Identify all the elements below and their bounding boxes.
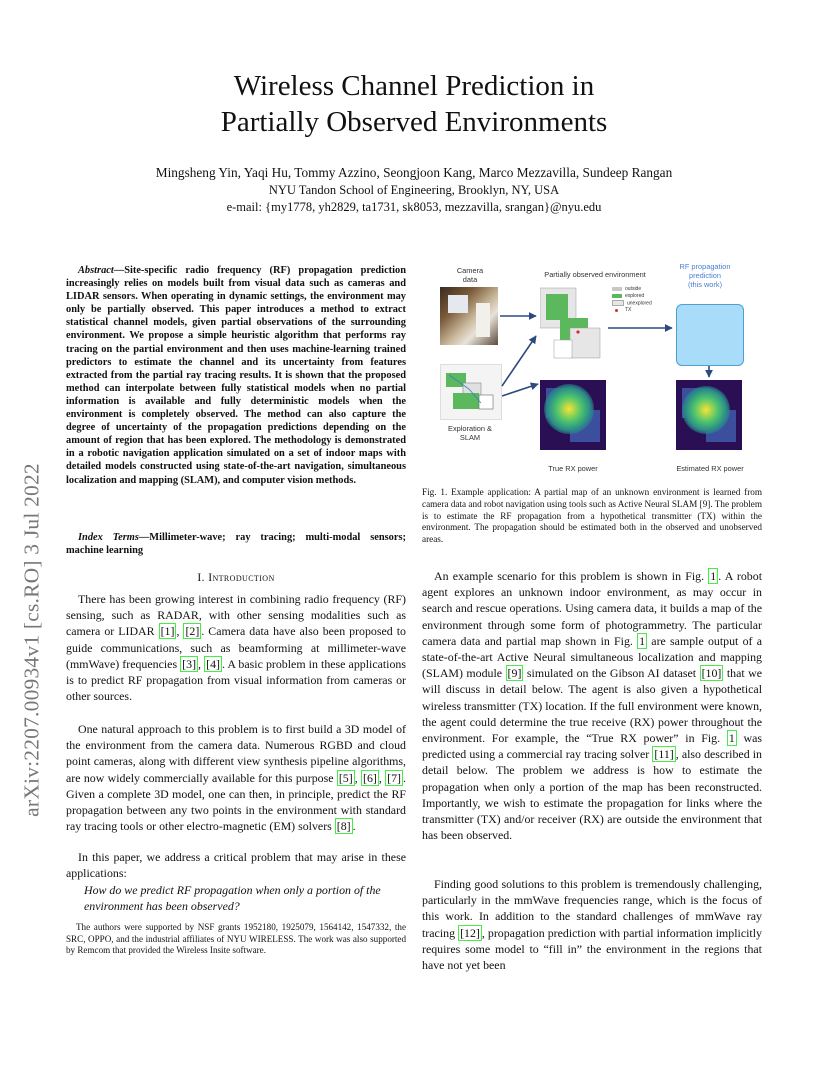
figure-link[interactable]: 1 (710, 569, 717, 583)
arxiv-identifier: arXiv:2207.00934v1 [cs.RO] 3 Jul 2022 (19, 463, 44, 817)
abstract-text: —Site-specific radio frequency (RF) propagation prediction increasingly relies on models built from visual data such as cameras and LIDAR sensors. When operating in dynamic settings, the environment may only be partially observed. This paper introduces a method to extract statistical channel models, given partial observations of the surrounding environment. We propose a simple heuristic algorithm that performs ray tracing on the partial environment and then uses machine-learning trained predictors to estimate the channel and its uncertainty from features extracted from the partial ray tracing results. It is shown that the proposed method can interpolate between fully statistical models when no partial information is available and fully deterministic models when the environment is completely observed. The method can also capture the degree of uncertainty of the propagation predictions depending on the amount of region that has been explored. The methodology is demonstrated in a robotic navigation application simulated on a set of indoor maps with detailed models constructed using state-of-the-art navigation, simultaneous localization and mapping (SLAM), and computer vision methods. (66, 265, 406, 486)
text-run: , also described in detail below. The problem we address is how to estimate the propagation when only a portion of the map has been reconstructed. Importantly, we wish to estimate the propagation for links where the transmitter (TX) and/or receiver (RX) are outside the environment that has been observed. (422, 747, 762, 843)
figure-1 (422, 256, 762, 478)
citation-link[interactable]: [12] (460, 925, 480, 940)
paper-title (100, 68, 728, 140)
figure-arrows (422, 256, 762, 478)
citation-link[interactable]: [11] (654, 747, 674, 762)
fig-label-estimated-rx: Estimated RX power (676, 464, 744, 473)
intro-paragraph-1 (66, 591, 406, 704)
citation-link[interactable]: [4] (206, 656, 220, 671)
index-terms (66, 531, 406, 557)
text-run: , (176, 624, 184, 639)
text-run: There has been growing interest in combining radio frequency (RF) sensing, such as RADAR, with other sensing modalities such as camera or LIDAR (66, 592, 406, 639)
right-paragraph-1 (422, 568, 762, 843)
section-heading-introduction: I. Introduction (197, 571, 275, 584)
author-emails: e-mail: {my1778, yh2829, ta1731, sk8053, mezzavilla, srangan}@nyu.edu (226, 200, 602, 214)
citation-link[interactable]: [6] (362, 770, 377, 785)
text-run: . (352, 819, 356, 834)
text-run: that we will discuss in detail below. The agent is also given a hypothetical wireless transmitter (TX) location. If the full environment were known, the agent could determine the true receive (RX) power throughout the environment. For example, the “True RX power” in Fig. (422, 666, 762, 746)
citation-link[interactable]: [3] (182, 656, 197, 671)
figure-link[interactable]: 1 (728, 731, 735, 746)
text-run: An example scenario for this problem is shown in Fig. (434, 569, 709, 583)
intro-paragraph-2 (66, 721, 406, 834)
fig-label-text: Exploration & SLAM (448, 424, 492, 442)
funding-footnote: The authors were supported by NSF grants 1952180, 1925079, 1564142, 1547332, the SRC, OPPO, and the industrial affiliates of NYU WIRELESS. The work was also supported by Remcom that provided the Wireless Insite software. (66, 922, 406, 956)
text-run: . A robot agent explores an unknown indoor environment, as may occur in search and rescue operations. Using camera data, it builds a map of the environment through some form of photogrammetry. The particular camera data and partial map shown in Fig. (422, 569, 763, 648)
citation-link[interactable]: [7] (387, 770, 402, 785)
abstract (66, 264, 406, 487)
index-terms-lead: Index Terms (78, 532, 139, 543)
fig-label-text: RF propagation prediction (this work) (679, 262, 731, 289)
citation-link[interactable]: [5] (338, 770, 353, 785)
text-run: are sample output of a state-of-the-art Active Neural simultaneous localization and mapping (SLAM) module (422, 633, 762, 681)
text-run: . A basic problem in these applications is to predict RF propagation from visual information from cameras or other sources. (66, 656, 406, 704)
research-question: How do we predict RF propagation when only a portion of the environment has been observed? (84, 883, 381, 914)
abstract-lead: Abstract (78, 265, 114, 276)
arxiv-sidebar (0, 0, 60, 1072)
title-line-2: Partially Observed Environments (220, 106, 608, 138)
text-run: Finding good solutions to this problem is tremendously challenging, particularly in the mmWave frequencies range, which is the focus of this work. In addition to the standard challenges of mmWave ray tracing (422, 877, 762, 940)
citation-link[interactable]: [10] (701, 666, 722, 681)
title-line-1: Wireless Channel Prediction in (233, 70, 595, 102)
arrow-slam-to-truth (502, 384, 538, 396)
legend-text: explored (625, 293, 645, 299)
figure-link[interactable]: 1 (639, 633, 646, 648)
citation-link[interactable]: [8] (336, 819, 351, 834)
intro-paragraph-3: In this paper, we address a critical problem that may arise in these applications: (66, 850, 406, 881)
fig-label-text: Camera data (456, 266, 484, 284)
author-list: Mingsheng Yin, Yaqi Hu, Tommy Azzino, Seongjoon Kang, Marco Mezzavilla, Sundeep Rangan (155, 165, 673, 180)
text-run: was predicted using a commercial ray tracing solver (422, 731, 762, 762)
text-run: , (378, 770, 386, 785)
affiliation: NYU Tandon School of Engineering, Brooklyn, NY, USA (268, 183, 560, 197)
right-paragraph-2 (422, 876, 762, 973)
text-run: simulated on the Gibson AI dataset (523, 666, 700, 681)
figure-1-caption: Fig. 1. Example application: A partial map of an unknown environment is learned from camera data and robot navigation using tools such as Active Neural SLAM [9]. The problem is to estimate the RF propagation from a hypothetical transmitter (TX) within the environment. The propagation should be estimated both in the observed and unobserved areas. (422, 487, 762, 545)
text-run: , propagation prediction with partial information implicitly requires some model to “fill in” the environment in the regions that have not yet been (422, 925, 762, 973)
fig-label-partial-env: Partially observed environment (544, 270, 646, 279)
text-run: . Camera data have also been proposed to guide communications, such as beamforming at millimeter-wave (mmWave) frequencies (66, 624, 406, 671)
fig-label-true-rx: True RX power (548, 464, 598, 473)
legend-text: outside (625, 286, 642, 292)
arrow-slam-to-map (502, 336, 536, 386)
citation-link[interactable]: [2] (185, 624, 200, 639)
citation-link[interactable]: [9] (507, 666, 522, 681)
legend-text: unexplored (627, 300, 652, 307)
text-run: , (354, 770, 361, 785)
index-terms-text: —Millimeter-wave; ray tracing; multi-modal sensors; machine learning (66, 532, 406, 557)
text-run: , (198, 656, 205, 671)
text-run: One natural approach to this problem is to first build a 3D model of the environment from the camera data. Numerous RGBD and cloud point cameras, along with different view synthesis pipeline algorithms, are now widely commercially available for this purpose (66, 722, 406, 785)
text-run: . Given a complete 3D model, one can then, in principle, predict the RF propagation between any two points in the environment with standard ray tracing tools or other electro-magnetic (EM) solvers (66, 770, 407, 834)
legend-text: TX (625, 307, 632, 314)
citation-link[interactable]: [1] (160, 624, 175, 639)
